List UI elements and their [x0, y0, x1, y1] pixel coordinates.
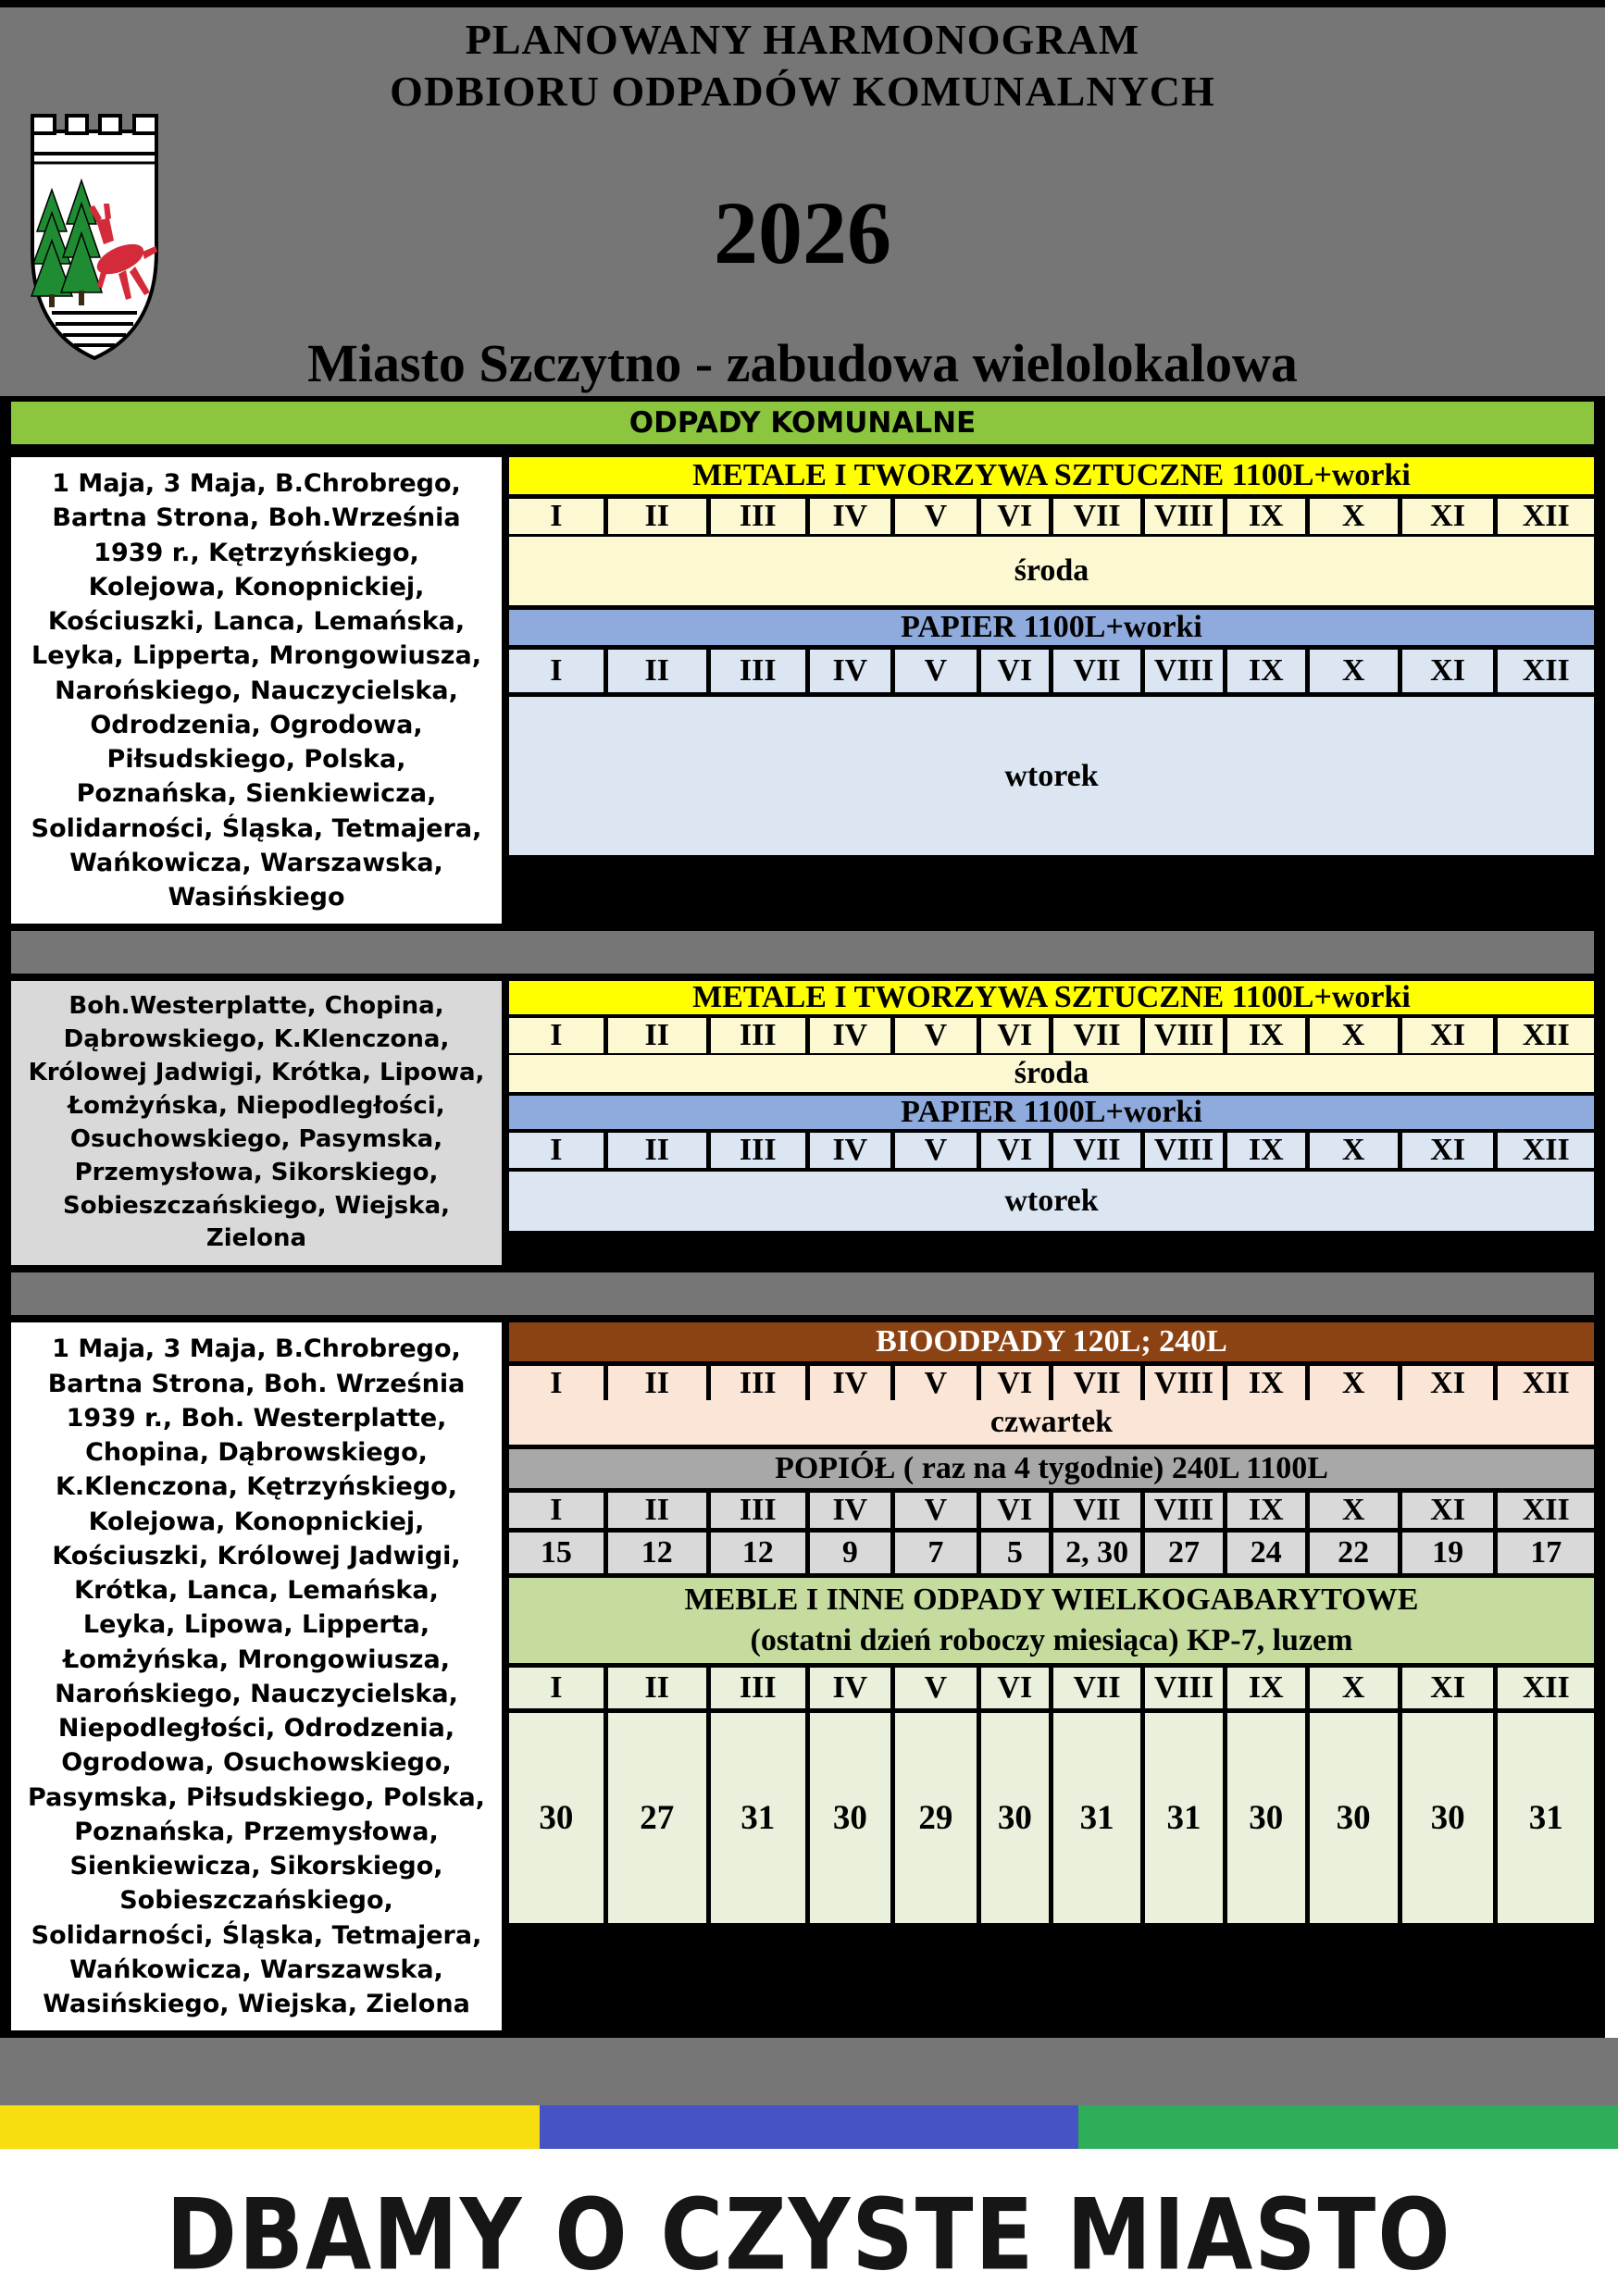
month-header-cell: XI [1402, 1018, 1494, 1053]
month-header-cell: VIII [1145, 1133, 1223, 1168]
section-district-3 [11, 1315, 1594, 2038]
month-header-cell: XII [1498, 499, 1594, 534]
collection-date-cell: 30 [1402, 1713, 1494, 1923]
month-header-cell: XII [1498, 1668, 1594, 1708]
month-header-cell: VI [981, 1493, 1049, 1528]
ash-dates-row [509, 1533, 1594, 1573]
month-header-row [509, 1493, 1594, 1528]
month-header-cell: I [509, 1133, 604, 1168]
month-header-cell: III [711, 1668, 805, 1708]
month-header-cell: I [509, 1493, 604, 1528]
month-header-cell: VIII [1145, 1493, 1223, 1528]
month-header-cell: XI [1402, 499, 1494, 534]
month-header-cell: III [711, 1493, 805, 1528]
month-header-cell: I [509, 1018, 604, 1053]
city-slogan: DBAMY O CZYSTE MIASTO [166, 2178, 1452, 2293]
month-header-cell: I [509, 499, 604, 534]
collection-date-cell: 5 [981, 1533, 1049, 1573]
section-district-1 [11, 450, 1594, 931]
month-header-cell: VII [1053, 650, 1140, 692]
collection-date-cell: 30 [810, 1713, 891, 1923]
collection-date-cell: 31 [1145, 1713, 1223, 1923]
street-list-3: 1 Maja, 3 Maja, B.Chrobrego, Bartna Strona, Boh. Września 1939 r., Boh. Westerplatte, Chopina, Dąbrowskiego, K.Klenczona, Kętrzyńskiego, Kolejowa, Konopnickiej, Kościuszki, Królowej Jadwigi, Krótka, Lanca, Lemańska, Leyka, Lipowa, Lipperta, Łomżyńska, Mrongowiusza, Narońskiego, Nauczycielska, Niepodległości, Odrodzenia, Ogrodowa, Osuchowskiego, Pasymska, Piłsudskiego, Polska, Poznańska, Przemysłowa, Sienkiewicza, Sikorskiego, Sobieszczańskiego, Solidarności, Śląska, Tetmajera, Wańkowicza, Warszawska, Wasińskiego, Wiejska, Zielona [11, 1322, 502, 2030]
month-header-cell: I [509, 1366, 604, 1401]
paper-day: wtorek [509, 697, 1594, 855]
month-header-cell: V [895, 650, 977, 692]
color-stripes [0, 2105, 1618, 2149]
page-title-line1: PLANOWANY HARMONOGRAM [465, 16, 1140, 63]
month-header-row [509, 1668, 1594, 1708]
month-header-cell: IV [810, 1366, 891, 1401]
collection-date-cell: 30 [1310, 1713, 1398, 1923]
month-header-cell: II [608, 1493, 706, 1528]
page-subtitle: Miasto Szczytno - zabudowa wielolokalowa [307, 333, 1298, 393]
top-border [0, 0, 1605, 7]
month-header-row [509, 1366, 1594, 1401]
szczytno-coat-of-arms-icon [24, 111, 165, 368]
section-separator [11, 1272, 1594, 1315]
month-header-cell: IX [1227, 1668, 1305, 1708]
month-header-cell: II [608, 1366, 706, 1401]
collection-date-cell: 12 [608, 1533, 706, 1573]
month-header-cell: VI [981, 1366, 1049, 1401]
month-header-cell: VI [981, 499, 1049, 534]
month-header-cell: XI [1402, 1366, 1494, 1401]
collection-date-cell: 19 [1402, 1533, 1494, 1573]
collection-date-cell: 7 [895, 1533, 977, 1573]
month-header-cell: II [608, 1133, 706, 1168]
month-header-cell: X [1310, 1018, 1398, 1053]
month-header-row [509, 1018, 1594, 1051]
month-header-cell: VI [981, 1133, 1049, 1168]
month-header-cell: V [895, 499, 977, 534]
month-header-cell: IV [810, 1133, 891, 1168]
collection-date-cell: 30 [981, 1713, 1049, 1923]
month-header-cell: IX [1227, 1018, 1305, 1053]
section-district-2 [11, 974, 1594, 1272]
month-header-cell: II [608, 499, 706, 534]
month-header-cell: V [895, 1018, 977, 1053]
stripe-blue [540, 2105, 1079, 2149]
metals-plastics-day: środa [509, 1055, 1594, 1092]
collection-date-cell: 31 [1498, 1713, 1594, 1923]
month-header-row [509, 650, 1594, 692]
month-header-cell: III [711, 1018, 805, 1053]
schedule-year: 2026 [714, 183, 891, 282]
month-header-cell: III [711, 650, 805, 692]
collection-date-cell: 27 [1145, 1533, 1223, 1573]
month-header-cell: VIII [1145, 1366, 1223, 1401]
month-header-cell: X [1310, 1133, 1398, 1168]
paper-day: wtorek [509, 1172, 1594, 1231]
collection-date-cell: 30 [1227, 1713, 1305, 1923]
month-header-cell: IX [1227, 650, 1305, 692]
month-header-cell: X [1310, 650, 1398, 692]
month-header-cell: III [711, 1133, 805, 1168]
month-header-cell: VIII [1145, 1668, 1223, 1708]
stripe-yellow [0, 2105, 540, 2149]
month-header-cell: VI [981, 1668, 1049, 1708]
month-header-cell: IV [810, 499, 891, 534]
month-header-cell: XII [1498, 1493, 1594, 1528]
month-header-cell: IV [810, 1493, 891, 1528]
month-header-cell: III [711, 1366, 805, 1401]
month-header-cell: X [1310, 499, 1398, 534]
month-header-cell: VII [1053, 1366, 1140, 1401]
month-header-row [509, 1133, 1594, 1168]
month-header-cell: VIII [1145, 1018, 1223, 1053]
slogan-band [0, 2149, 1618, 2296]
month-header-cell: IX [1227, 1366, 1305, 1401]
month-header-cell: VII [1053, 499, 1140, 534]
metals-plastics-header: METALE I TWORZYWA SZTUCZNE 1100L+worki [509, 981, 1594, 1014]
month-header-cell: I [509, 1668, 604, 1708]
collection-date-cell: 2, 30 [1053, 1533, 1140, 1573]
month-header-cell: I [509, 650, 604, 692]
collection-date-cell: 12 [711, 1533, 805, 1573]
month-header-cell: XI [1402, 650, 1494, 692]
month-header-cell: XI [1402, 1133, 1494, 1168]
month-header-cell: XII [1498, 1133, 1594, 1168]
month-header-row [509, 499, 1594, 532]
bio-waste-header: BIOODPADY 120L; 240L [509, 1322, 1594, 1361]
paper-header: PAPIER 1100L+worki [509, 610, 1594, 645]
section-separator [11, 931, 1594, 974]
month-header-cell: XII [1498, 1366, 1594, 1401]
month-header-cell: IV [810, 1018, 891, 1053]
month-header-cell: VII [1053, 1133, 1140, 1168]
month-header-cell: II [608, 650, 706, 692]
bulky-dates-row [509, 1713, 1594, 1923]
month-header-cell: VIII [1145, 650, 1223, 692]
page-title-line2: ODBIORU ODPADÓW KOMUNALNYCH [390, 68, 1215, 115]
street-list-1: 1 Maja, 3 Maja, B.Chrobrego, Bartna Strona, Boh.Września 1939 r., Kętrzyńskiego, Kolejowa, Konopnickiej, Kościuszki, Lanca, Lemańska, Leyka, Lipperta, Mrongowiusza, Narońskiego, Nauczycielska, Odrodzenia, Ogrodowa, Piłsudskiego, Polska, Poznańska, Sienkiewicza, Solidarności, Śląska, Tetmajera, Wańkowicza, Warszawska, Wasińskiego [11, 457, 502, 924]
month-header-cell: IV [810, 650, 891, 692]
month-header-cell: II [608, 1668, 706, 1708]
collection-date-cell: 29 [895, 1713, 977, 1923]
paper-header: PAPIER 1100L+worki [509, 1096, 1594, 1129]
month-header-cell: V [895, 1133, 977, 1168]
month-header-cell: VIII [1145, 499, 1223, 534]
month-header-cell: VII [1053, 1493, 1140, 1528]
month-header-cell: X [1310, 1366, 1398, 1401]
collection-date-cell: 31 [1053, 1713, 1140, 1923]
bulky-waste-title-line2: (ostatni dzień roboczy miesiąca) KP-7, luzem [750, 1623, 1353, 1658]
month-header-cell: V [895, 1668, 977, 1708]
bulky-waste-header [509, 1578, 1594, 1663]
month-header-cell: X [1310, 1493, 1398, 1528]
month-header-cell: X [1310, 1668, 1398, 1708]
collection-date-cell: 27 [608, 1713, 706, 1923]
collection-date-cell: 15 [509, 1533, 604, 1573]
waste-type-banner: ODPADY KOMUNALNE [11, 396, 1594, 450]
collection-date-cell: 24 [1227, 1533, 1305, 1573]
month-header-cell: V [895, 1366, 977, 1401]
month-header-cell: XII [1498, 1018, 1594, 1053]
month-header-cell: IX [1227, 499, 1305, 534]
month-header-cell: IV [810, 1668, 891, 1708]
month-header-cell: XII [1498, 650, 1594, 692]
month-header-cell: VII [1053, 1668, 1140, 1708]
street-list-2: Boh.Westerplatte, Chopina, Dąbrowskiego, K.Klenczona, Królowej Jadwigi, Krótka, Lipowa, Łomżyńska, Niepodległości, Osuchowskiego, Pasymska, Przemysłowa, Sikorskiego, Sobieszczańskiego, Wiejska, Zielona [11, 981, 502, 1265]
bio-waste-day: czwartek [509, 1400, 1594, 1445]
month-header-cell: III [711, 499, 805, 534]
collection-date-cell: 30 [509, 1713, 604, 1923]
month-header-cell: VI [981, 1018, 1049, 1053]
month-header-cell: V [895, 1493, 977, 1528]
month-header-cell: IX [1227, 1493, 1305, 1528]
header [0, 7, 1605, 396]
metals-plastics-header: METALE I TWORZYWA SZTUCZNE 1100L+worki [509, 457, 1594, 494]
collection-date-cell: 31 [711, 1713, 805, 1923]
stripe-green [1078, 2105, 1618, 2149]
metals-plastics-day: środa [509, 537, 1594, 605]
collection-date-cell: 9 [810, 1533, 891, 1573]
month-header-cell: XI [1402, 1668, 1494, 1708]
collection-date-cell: 17 [1498, 1533, 1594, 1573]
ash-header: POPIÓŁ ( raz na 4 tygodnie) 240L 1100L [509, 1449, 1594, 1488]
footer-gray-band [0, 2038, 1618, 2105]
month-header-cell: VII [1053, 1018, 1140, 1053]
schedule-body [0, 396, 1605, 2038]
bulky-waste-title-line1: MEBLE I INNE ODPADY WIELKOGABARYTOWE [684, 1582, 1419, 1618]
collection-date-cell: 22 [1310, 1533, 1398, 1573]
month-header-cell: XI [1402, 1493, 1494, 1528]
month-header-cell: IX [1227, 1133, 1305, 1168]
month-header-cell: II [608, 1018, 706, 1053]
month-header-cell: VI [981, 650, 1049, 692]
